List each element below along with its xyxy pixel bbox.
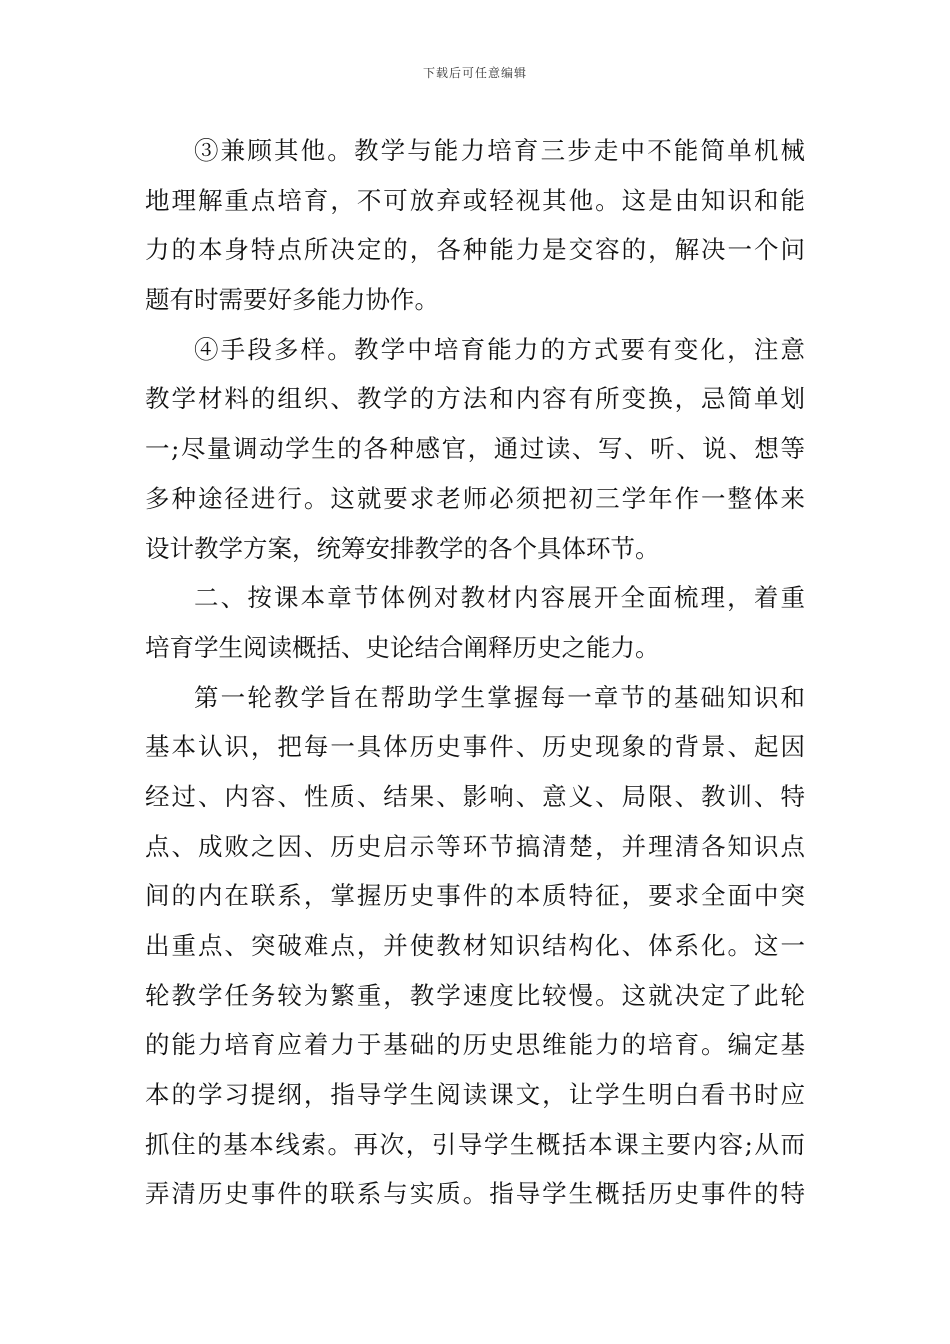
paragraph-4-line-6: 出重点、突破难点，并使教材知识结构化、体系化。这一 xyxy=(145,931,805,960)
paragraph-4-line-7: 轮教学任务较为繁重，教学速度比较慢。这就决定了此轮 xyxy=(145,980,805,1010)
paragraph-2-line-2: 教学材料的组织、教学的方法和内容有所变换，忌简单划 xyxy=(145,384,805,414)
paragraph-4-line-1: 第一轮教学旨在帮助学生掌握每一章节的基础知识和 xyxy=(194,682,805,712)
section-heading-line-1: 二、按课本章节体例对教材内容展开全面梳理，着重 xyxy=(194,583,805,613)
paragraph-2-line-1: ④手段多样。教学中培育能力的方式要有变化，注意 xyxy=(194,334,805,364)
paragraph-2-line-3: 一;尽量调动学生的各种感官，通过读、写、听、说、想等 xyxy=(145,434,805,464)
paragraph-4-line-2: 基本认识，把每一具体历史事件、历史现象的背景、起因 xyxy=(145,732,805,762)
paragraph-4-line-9: 本的学习提纲，指导学生阅读课文，让学生明白看书时应 xyxy=(145,1080,805,1110)
paragraph-1-line-3: 力的本身特点所决定的，各种能力是交容的，解决一个问 xyxy=(145,235,805,265)
paragraph-2-line-4: 多种途径进行。这就要求老师必须把初三学年作一整体来 xyxy=(145,483,805,513)
paragraph-2-line-5: 设计教学方案，统筹安排教学的各个具体环节。 xyxy=(145,533,660,563)
paragraph-4-line-11: 弄清历史事件的联系与实质。指导学生概括历史事件的特 xyxy=(145,1179,805,1209)
document-body xyxy=(145,126,805,1219)
paragraph-1-line-1: ③兼顾其他。教学与能力培育三步走中不能简单机械 xyxy=(194,136,805,165)
page-header: 下载后可任意编辑 xyxy=(422,66,527,80)
paragraph-4-line-8: 的能力培育应着力于基础的历史思维能力的培育。编定基 xyxy=(145,1030,805,1060)
paragraph-1-line-2: 地理解重点培育，不可放弃或轻视其他。这是由知识和能 xyxy=(145,185,805,215)
paragraph-1-line-4: 题有时需要好多能力协作。 xyxy=(145,285,439,315)
paragraph-4-line-5: 间的内在联系，掌握历史事件的本质特征，要求全面中突 xyxy=(145,881,805,911)
paragraph-4-line-10: 抓住的基本线索。再次，引导学生概括本课主要内容;从而 xyxy=(145,1129,805,1159)
paragraph-4-line-3: 经过、内容、性质、结果、影响、意义、局限、教训、特 xyxy=(145,781,805,811)
section-heading-line-2: 培育学生阅读概括、史论结合阐释历史之能力。 xyxy=(145,632,660,662)
paragraph-4-line-4: 点、成败之因、历史启示等环节搞清楚，并理清各知识点 xyxy=(145,831,805,861)
